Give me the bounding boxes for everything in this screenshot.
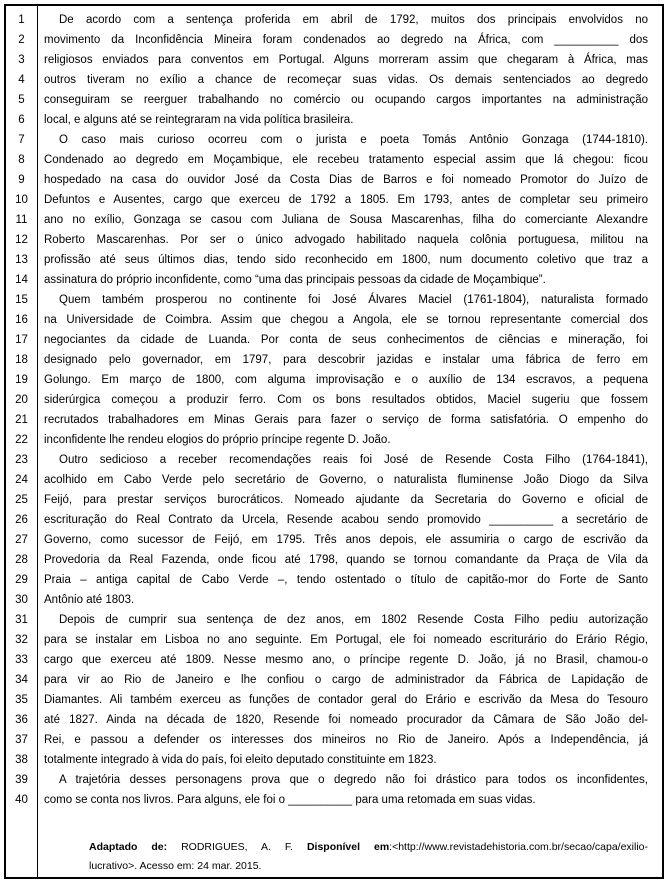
citation-line-1 xyxy=(89,838,648,857)
text-line: recrutados trabalhadores em Minas Gerais para fazer o serviço de forma satisfatória. O empenho do xyxy=(44,414,648,426)
text-line: religiosos enviados para conventos em Portugal. Alguns morreram assim que chegaram à África, mas xyxy=(44,54,648,66)
line-number: 28 xyxy=(15,554,28,566)
citation-line-2: lucrativo>. Acesso em: 24 mar. 2015. xyxy=(89,860,262,872)
text-line: hospedado na casa do ouvidor José da Costa Dias de Barros e foi nomeado Promotor do Juízo de xyxy=(44,174,648,186)
text-line: Condenado ao degredo em Moçambique, ele recebeu tratamento especial assim que lá chegou: ficou xyxy=(44,154,648,166)
line-number: 40 xyxy=(15,794,28,806)
line-number: 36 xyxy=(15,714,28,726)
text-line: Rei, e passou a defender os interesses dos mineiros no Rio de Janeiro. Após a Independência, já xyxy=(44,734,648,746)
line-number: 7 xyxy=(18,134,25,146)
text-line: local, e alguns até se reintegraram na vida política brasileira. xyxy=(44,114,354,126)
line-number: 20 xyxy=(15,394,28,406)
text-line: para se instalar em Lisboa no ano seguinte. Em Portugal, ele foi nomeado escriturário do Erário Régio, xyxy=(44,634,648,646)
text-line: acolhido em Cabo Verde pelo secretário de Governo, o naturalista fluminense João Diogo da Silva xyxy=(44,474,648,486)
line-number: 13 xyxy=(15,254,28,266)
text-line: escrituração do Real Contrato da Urcela, Resende acabou sendo promovido __________ a secretário de xyxy=(44,514,648,526)
line-number: 8 xyxy=(18,154,25,166)
line-number: 33 xyxy=(15,654,28,666)
citation-text: RODRIGUES, A. F. xyxy=(167,841,307,853)
text-line: movimento da Inconfidência Mineira foram condenados ao degredo na África, com __________ dos xyxy=(44,34,648,46)
text-line: totalmente integrado à vida do país, foi eleito deputado constituinte em 1823. xyxy=(44,754,437,766)
line-number: 10 xyxy=(15,194,28,206)
text-line: assinatura do próprio inconfidente, como “uma das principais pessoas da cidade de Moçambique”. xyxy=(44,274,546,286)
line-number: 5 xyxy=(18,94,25,106)
text-line: O caso mais curioso ocorreu com o jurista e poeta Tomás Antônio Gonzaga (1744-1810). xyxy=(59,134,648,146)
line-number: 17 xyxy=(15,334,28,346)
text-line: Diamantes. Ali também exerceu as funções de contador geral do Erário e escrivão da Mesa do Tesouro xyxy=(44,694,648,706)
text-line: Roberto Mascarenhas. Por ser o único advogado habilitado naquela colônia portuguesa, militou na xyxy=(44,234,648,246)
text-line: Provedoria da Real Fazenda, onde ficou até 1798, quando se tornou comandante da Praça de Vila da xyxy=(44,554,648,566)
text-line: cargo que exerceu até 1809. Nesse mesmo ano, o príncipe regente D. João, já no Brasil, chamou-o xyxy=(44,654,648,666)
line-number: 3 xyxy=(18,54,25,66)
line-number: 24 xyxy=(15,474,28,486)
line-number: 29 xyxy=(15,574,28,586)
text-line: siderúrgica começou a produzir ferro. Com os bons resultados obtidos, Maciel sugeriu que fossem xyxy=(44,394,648,406)
citation-label: Adaptado de: xyxy=(89,841,168,853)
text-line: até 1827. Ainda na década de 1820, Resende foi nomeado procurador da Câmara de São João del- xyxy=(44,714,648,726)
text-line: inconfidente lhe rendeu elogios do próprio príncipe regente D. João. xyxy=(44,434,391,446)
line-number: 15 xyxy=(15,294,28,306)
text-line: conseguiram se reerguer trabalhando no comércio ou ocupando cargos importantes na administração xyxy=(44,94,648,106)
text-line: outros tiveram no exílio a chance de recomeçar suas vidas. Os demais sentenciados ao degredo xyxy=(44,74,648,86)
line-number: 25 xyxy=(15,494,28,506)
citation-text: :<http://www.revistadehistoria.com.br/secao/capa/exilio- xyxy=(389,841,648,853)
text-line: Defuntos e Ausentes, cargo que exerceu de 1792 a 1805. Em 1793, antes de completar seu primeiro xyxy=(44,194,648,206)
text-line: Antônio até 1803. xyxy=(44,594,135,606)
line-number: 26 xyxy=(15,514,28,526)
line-number: 37 xyxy=(15,734,28,746)
text-lines xyxy=(44,10,648,810)
line-number: 18 xyxy=(15,354,28,366)
line-number: 21 xyxy=(15,414,28,426)
text-line: negociantes da cidade de Luanda. Por conta de seus conhecimentos de ciências e mineração, foi xyxy=(44,334,648,346)
line-number-gutter xyxy=(6,6,38,877)
text-line: para vir ao Rio de Janeiro e lhe confiou o cargo de administrador da Fábrica de Lapidação de xyxy=(44,674,648,686)
citation-label: Disponível em xyxy=(306,841,390,853)
line-number: 39 xyxy=(15,774,28,786)
line-number: 31 xyxy=(15,614,28,626)
text-line: Governo, como sucessor de Feijó, em 1795. Três anos depois, ele assumiria o cargo de escrivão da xyxy=(44,534,648,546)
line-number: 16 xyxy=(15,314,28,326)
text-line: Quem também prosperou no continente foi José Álvares Maciel (1761-1804), naturalista formado xyxy=(59,294,648,306)
line-number: 2 xyxy=(18,34,25,46)
text-line: Depois de cumprir sua sentença de dez anos, em 1802 Resende Costa Filho pediu autorização xyxy=(59,614,648,626)
line-number: 38 xyxy=(15,754,28,766)
line-number: 1 xyxy=(18,14,25,26)
line-number: 11 xyxy=(15,214,28,226)
line-number: 34 xyxy=(15,674,28,686)
source-citation xyxy=(89,838,648,876)
line-number: 35 xyxy=(15,694,28,706)
text-line: Praia – antiga capital de Cabo Verde –, tendo ostentado o título de capitão-mor do Forte de Santo xyxy=(44,574,648,586)
line-number: 6 xyxy=(18,114,25,126)
text-line: Outro sedicioso a receber recomendações reais foi José de Resende Costa Filho (1764-1841), xyxy=(59,454,648,466)
line-number: 30 xyxy=(15,594,28,606)
text-line: ano no exílio, Gonzaga se casou com Juliana de Sousa Mascarenhas, filha do comerciante Alexandre xyxy=(44,214,648,226)
text-line: Golungo. Em março de 1800, com alguma improvisação e o auxílio de 134 escravos, a pequena xyxy=(44,374,648,386)
text-line: na Universidade de Coimbra. Assim que chegou a Angola, ele se tornou representante comercial dos xyxy=(44,314,648,326)
line-number: 12 xyxy=(15,234,28,246)
line-number: 9 xyxy=(18,174,25,186)
line-number: 32 xyxy=(15,634,28,646)
document-frame xyxy=(4,4,664,879)
text-line: De acordo com a sentença proferida em abril de 1792, muitos dos principais envolvidos no xyxy=(59,14,648,26)
line-number: 19 xyxy=(15,374,28,386)
line-number: 22 xyxy=(15,434,28,446)
text-line: Feijó, para prestar serviços burocráticos. Nomeado ajudante da Secretaria do Governo e oficial de xyxy=(44,494,648,506)
text-line: profissão até seus últimos dias, tendo sido reconhecido em 1800, num documento coletivo que traz a xyxy=(44,254,648,266)
line-number: 27 xyxy=(15,534,28,546)
line-number: 23 xyxy=(15,454,28,466)
text-line: A trajetória desses personagens prova que o degredo não foi drástico para todos os inconfidentes, xyxy=(59,774,648,786)
text-line: como se conta nos livros. Para alguns, ele foi o __________ para uma retomada em suas vidas. xyxy=(44,794,536,806)
text-line: designado pelo governador, em 1797, para descobrir jazidas e instalar uma fábrica de ferro em xyxy=(44,354,648,366)
line-number: 14 xyxy=(15,274,28,286)
text-body xyxy=(38,6,662,877)
line-number: 4 xyxy=(18,74,25,86)
